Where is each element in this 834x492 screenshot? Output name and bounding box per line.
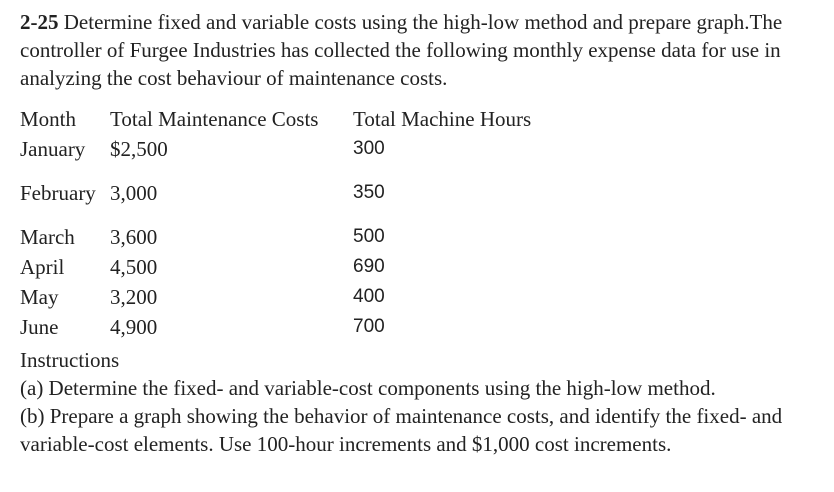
problem-intro	[20, 8, 820, 92]
header-maintenance-costs: Total Maintenance Costs	[110, 107, 319, 131]
problem-intro-text: Determine fixed and variable costs using the high-low method and prepare graph.The controller of Furgee Industries has collected the following monthly expense data for use in analyzing the cost behaviour of maintenance costs.	[20, 10, 783, 90]
cell-cost: 4,900	[110, 315, 158, 339]
cell-month: March	[20, 225, 75, 249]
header-machine-hours: Total Machine Hours	[353, 107, 532, 131]
cell-hours: 350	[353, 182, 385, 203]
instructions-section	[20, 346, 830, 458]
table-row	[17, 164, 556, 222]
table-row	[17, 282, 556, 312]
table-row	[17, 222, 556, 252]
cell-hours: 700	[353, 316, 385, 337]
instruction-item-a: (a) Determine the fixed- and variable-cost components using the high-low method.	[20, 376, 716, 400]
cell-cost: 3,600	[110, 225, 158, 249]
cell-month: April	[20, 255, 65, 279]
cell-hours: 690	[353, 256, 385, 277]
maintenance-cost-table	[17, 104, 556, 342]
cell-cost: $2,500	[110, 137, 168, 161]
instruction-item-b: (b) Prepare a graph showing the behavior of maintenance costs, and identify the fixed- and variable-cost elements. Use 100-hour increments and $1,000 cost increments.	[20, 404, 783, 456]
cell-hours: 400	[353, 286, 385, 307]
cell-month: May	[20, 285, 59, 309]
problem-number: 2-25	[20, 10, 59, 34]
table-row	[17, 312, 556, 342]
cell-month: February	[20, 181, 96, 205]
cell-month: January	[20, 137, 86, 161]
cell-month: June	[20, 315, 59, 339]
cell-hours: 300	[353, 138, 385, 159]
cell-cost: 3,000	[110, 181, 158, 205]
cell-cost: 4,500	[110, 255, 158, 279]
cell-cost: 3,200	[110, 285, 158, 309]
table-header-row	[17, 104, 556, 134]
table-row	[17, 134, 556, 164]
cell-hours: 500	[353, 226, 385, 247]
table-row	[17, 252, 556, 282]
header-month: Month	[20, 107, 77, 131]
instructions-heading: Instructions	[20, 348, 120, 372]
